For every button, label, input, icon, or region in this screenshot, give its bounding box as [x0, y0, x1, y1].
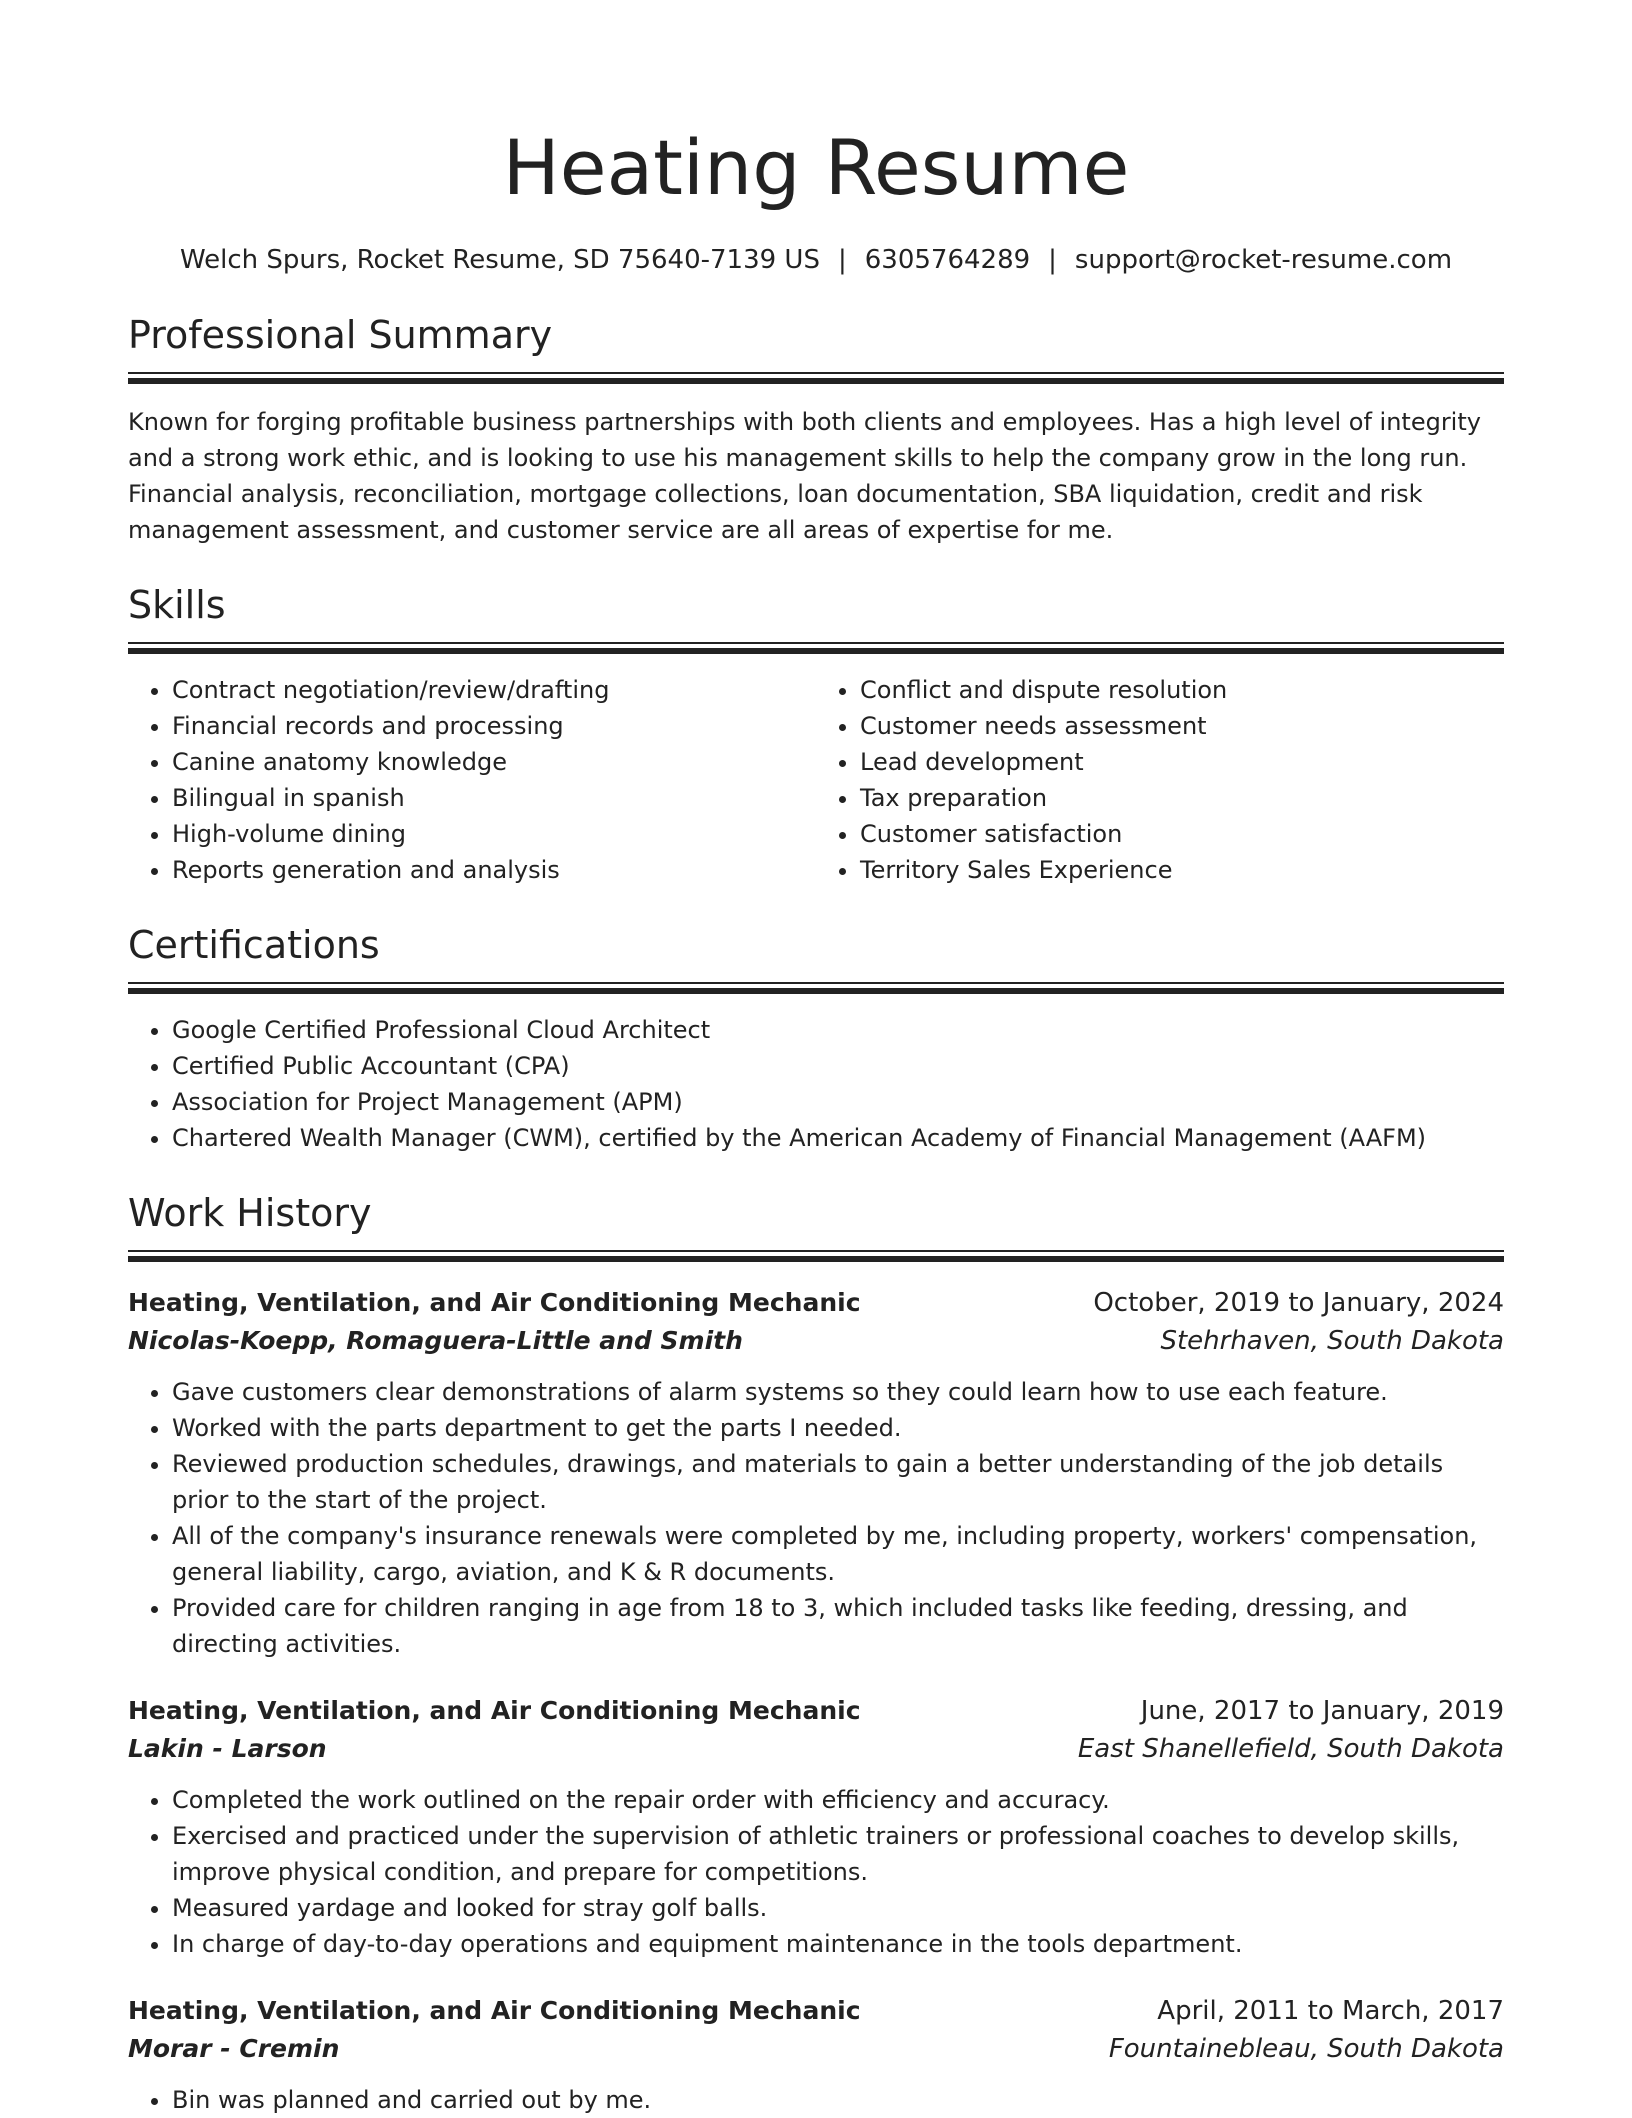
section-divider	[128, 372, 1504, 374]
contact-address: Welch Spurs, Rocket Resume, SD 75640-7139 US	[179, 245, 820, 275]
job-location: Stehrhaven, South Dakota	[1160, 1326, 1504, 1356]
job-bullet: • In charge of day-to-day operations and equipment maintenance in the tools department.	[172, 1926, 1504, 1962]
job-location: Fountainebleau, South Dakota	[1108, 2034, 1504, 2064]
skills-list-left	[128, 672, 816, 888]
job-company: Lakin - Larson	[128, 1734, 327, 1763]
skill-item: • Lead development	[860, 744, 1504, 780]
job-header	[128, 1284, 1504, 1322]
certification-item: • Certified Public Accountant (CPA)	[172, 1048, 1504, 1084]
section-title-work-history: Work History	[128, 1191, 372, 1235]
job-bullet: • Gave customers clear demonstrations of alarm systems so they could learn how to use each feature.	[172, 1374, 1504, 1410]
certifications-section	[128, 920, 1504, 1156]
job-title: Heating, Ventilation, and Air Conditioning Mechanic	[128, 1696, 861, 1725]
job-dates: October, 2019 to January, 2024	[1093, 1288, 1504, 1318]
job-bullet-list	[128, 1374, 1504, 1662]
job-dates: June, 2017 to January, 2019	[1140, 1696, 1504, 1726]
section-title-summary: Professional Summary	[128, 313, 553, 357]
contact-phone: 6305764289	[864, 245, 1031, 275]
job-bullet: • All of the company's insurance renewals were completed by me, including property, workers' compensation, general liability, cargo, aviation, and K & R documents.	[172, 1518, 1504, 1590]
job-entry	[128, 1692, 1504, 1962]
skills-section	[128, 580, 1504, 888]
section-divider	[128, 982, 1504, 984]
skill-item: • Customer needs assessment	[860, 708, 1504, 744]
certification-item: • Google Certified Professional Cloud Architect	[172, 1012, 1504, 1048]
section-title-certifications: Certifications	[128, 923, 380, 967]
job-bullet: • Bin was planned and carried out by me.	[172, 2082, 1504, 2118]
job-title: Heating, Ventilation, and Air Conditioning Mechanic	[128, 1288, 861, 1317]
job-header	[128, 1692, 1504, 1730]
certification-item: • Association for Project Management (APM)	[172, 1084, 1504, 1120]
work-history-section	[128, 1188, 1504, 2118]
job-bullet: • Completed the work outlined on the repair order with efficiency and accuracy.	[172, 1782, 1504, 1818]
job-bullet-list	[128, 1782, 1504, 1962]
resume-name: Heating Resume	[502, 123, 1130, 212]
contact-separator: |	[837, 245, 847, 275]
section-divider	[128, 1250, 1504, 1252]
section-divider	[128, 642, 1504, 644]
skill-item: • Bilingual in spanish	[172, 780, 816, 816]
job-company: Morar - Cremin	[128, 2034, 340, 2063]
contact-line	[128, 242, 1504, 278]
summary-section	[128, 310, 1504, 548]
summary-text: Known for forging profitable business partnerships with both clients and employees. Has a high level of integrity and a strong work ethic, and is looking to use his management skills to help the company grow in the long run. Financial analysis, reconciliation, mortgage collections, loan documentation, SBA liquidation, credit and risk management assessment, and customer service are all areas of expertise for me.	[128, 408, 1481, 544]
skill-item: • Canine anatomy knowledge	[172, 744, 816, 780]
skill-item: • Conflict and dispute resolution	[860, 672, 1504, 708]
job-header	[128, 1992, 1504, 2030]
skills-grid	[128, 672, 1504, 888]
job-title: Heating, Ventilation, and Air Conditioning Mechanic	[128, 1996, 861, 2025]
job-entry	[128, 1992, 1504, 2118]
skills-list-right	[816, 672, 1504, 888]
job-entry	[128, 1284, 1504, 1662]
certifications-list	[128, 1012, 1504, 1156]
skill-item: • Tax preparation	[860, 780, 1504, 816]
skill-item: • Financial records and processing	[172, 708, 816, 744]
job-bullet: • Worked with the parts department to get the parts I needed.	[172, 1410, 1504, 1446]
job-dates: April, 2011 to March, 2017	[1157, 1996, 1504, 2026]
section-title-skills: Skills	[128, 583, 226, 627]
job-subheader	[128, 1322, 1504, 1360]
contact-email: support@rocket-resume.com	[1074, 245, 1453, 275]
job-bullet: • Measured yardage and looked for stray golf balls.	[172, 1890, 1504, 1926]
contact-separator: |	[1048, 245, 1057, 275]
certification-item: • Chartered Wealth Manager (CWM), certified by the American Academy of Financial Management (AAFM)	[172, 1120, 1504, 1156]
skill-item: • High-volume dining	[172, 816, 816, 852]
job-bullet: • Reviewed production schedules, drawings, and materials to gain a better understanding of the job details prior to the start of the project.	[172, 1446, 1504, 1518]
job-bullet: • Exercised and practiced under the supervision of athletic trainers or professional coaches to develop skills, improve physical condition, and prepare for competitions.	[172, 1818, 1504, 1890]
skill-item: • Customer satisfaction	[860, 816, 1504, 852]
job-company: Nicolas-Koepp, Romaguera-Little and Smith	[128, 1326, 743, 1355]
job-location: East Shanellefield, South Dakota	[1077, 1734, 1504, 1764]
job-bullet: • Provided care for children ranging in age from 18 to 3, which included tasks like feeding, dressing, and directing activities.	[172, 1590, 1504, 1662]
job-subheader	[128, 2030, 1504, 2068]
skill-item: • Contract negotiation/review/drafting	[172, 672, 816, 708]
skill-item: • Territory Sales Experience	[860, 852, 1504, 888]
job-subheader	[128, 1730, 1504, 1768]
skill-item: • Reports generation and analysis	[172, 852, 816, 888]
job-bullet-list	[128, 2082, 1504, 2118]
